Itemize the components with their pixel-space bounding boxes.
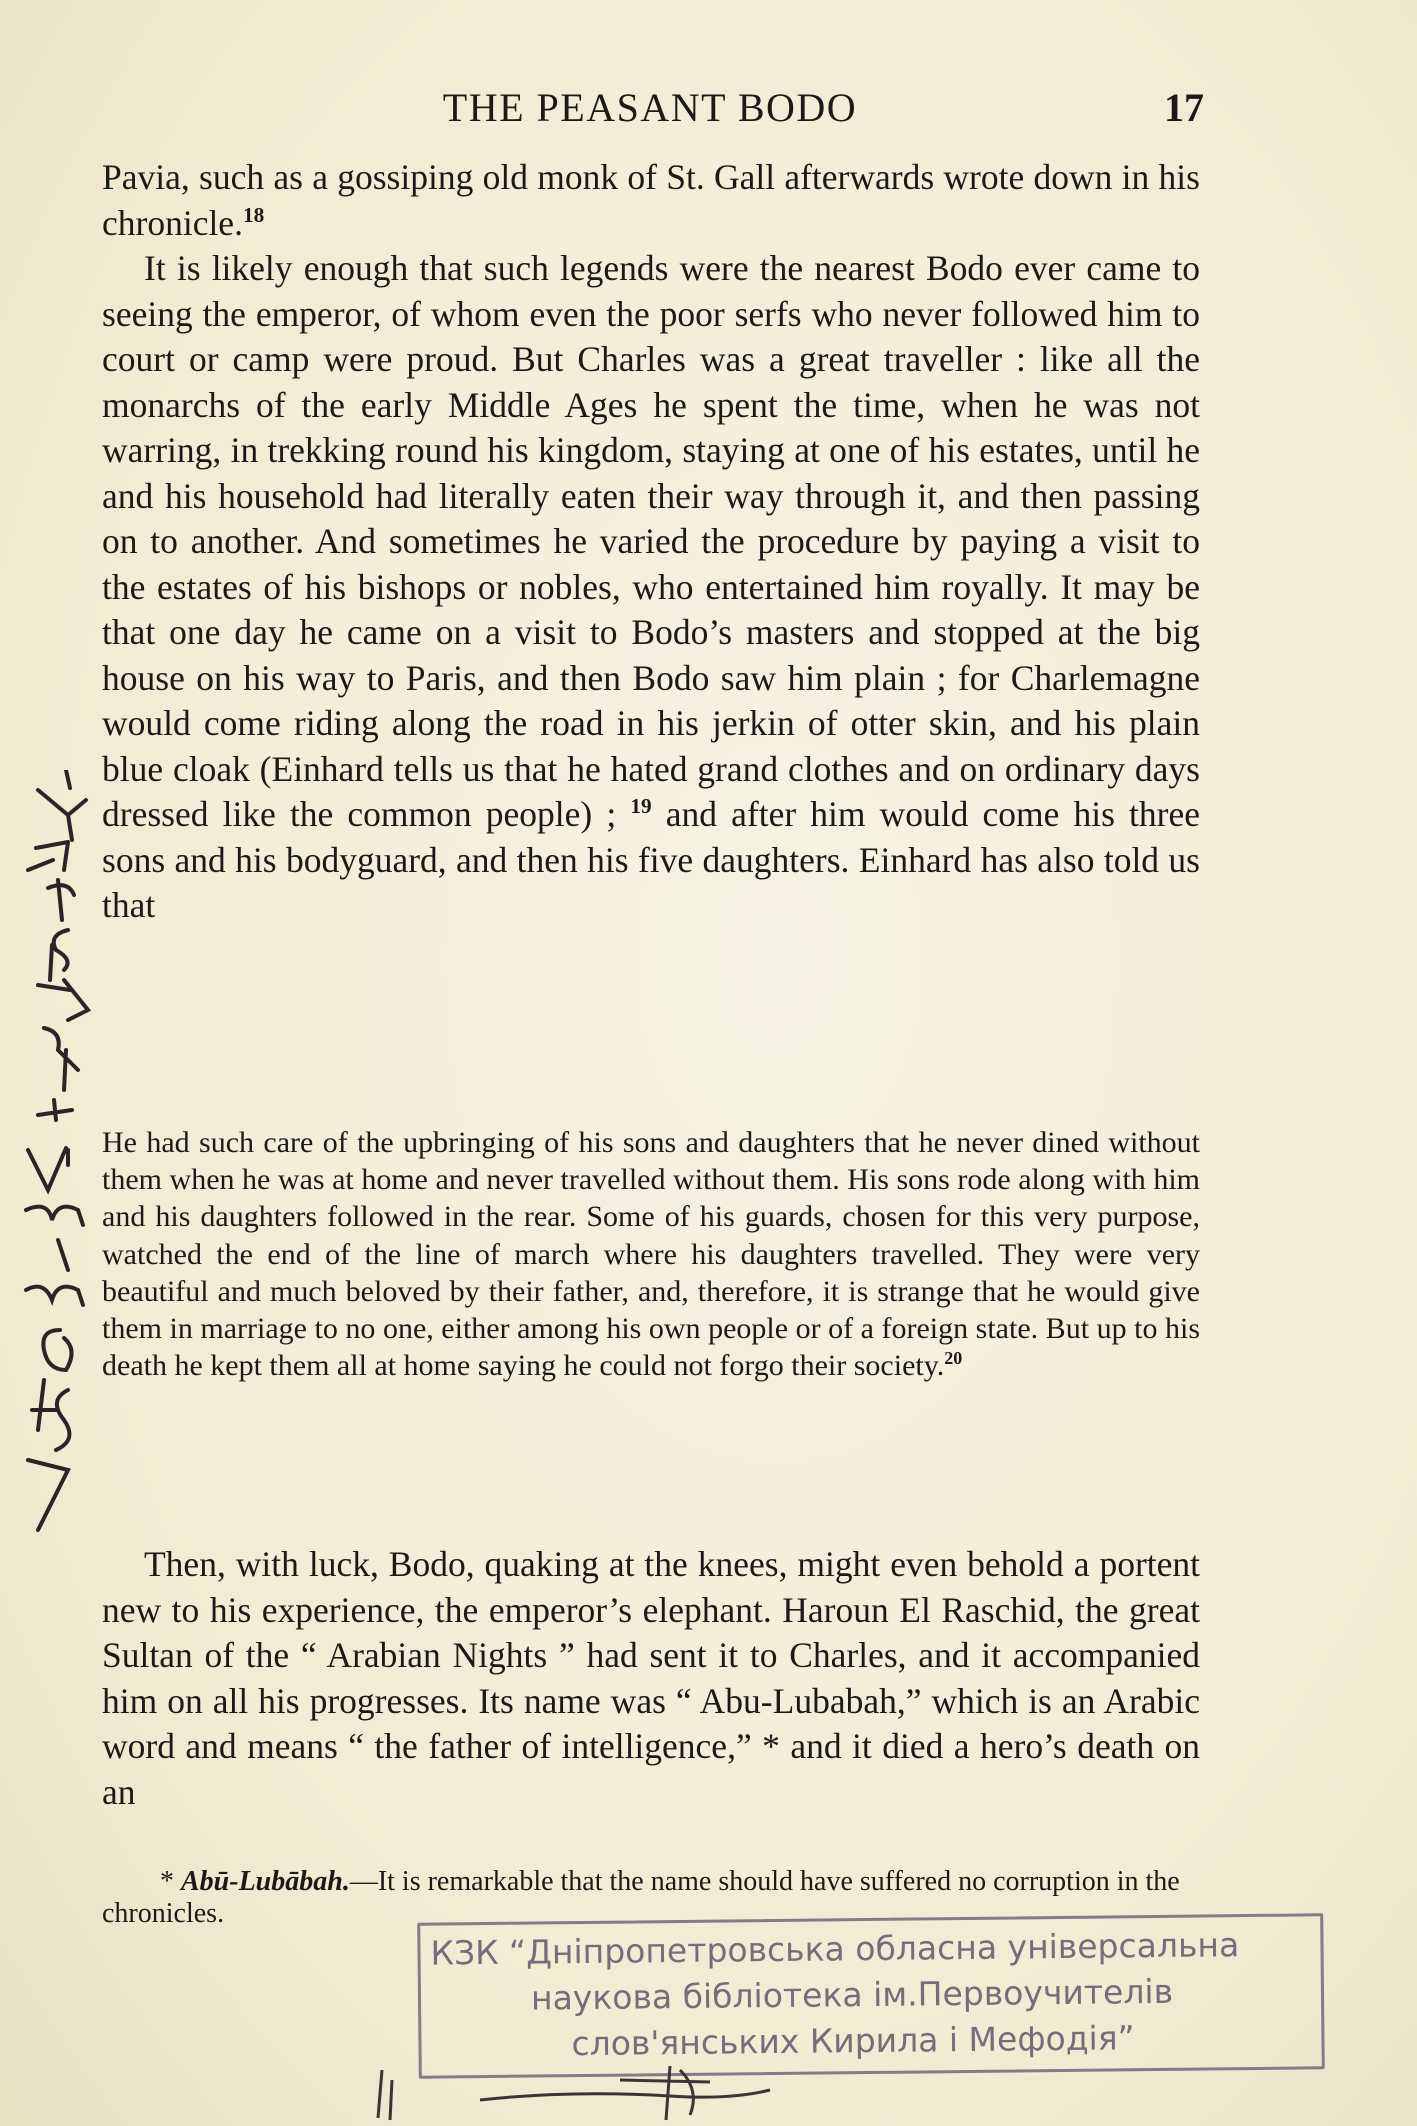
paragraph-text: and it died a hero’s death on an (102, 1726, 1201, 1812)
endnote-ref: 18 (242, 202, 265, 227)
stamp-line-3: слов'янських Кирила і Мефодія” (571, 2018, 1135, 2064)
paragraph-elephant (102, 1542, 1200, 1815)
footnote-title: Abū-Lubābah. (181, 1866, 350, 1897)
block-quote (102, 1124, 1200, 1384)
bottom-ink-marks (370, 2060, 850, 2126)
page-number: 17 (1164, 85, 1204, 130)
page-header (100, 84, 1204, 134)
handwritten-margin-notes (8, 770, 98, 1550)
running-head: THE PEASANT BODO (442, 85, 858, 130)
paragraph-charlemagne-travels (102, 246, 1200, 929)
paragraph-text: Then, with luck, Bodo, quaking at the knees, might even behold a portent new to his experience, the emperor’s elephant. Haroun El Raschid, the great Sultan of the “ Arabian Nights ” had sent it to Charles, and it accompanied him on all his progresses. Its name was “ Abu-Lubabah,” which is an Arabic word and means “ the father of intelligence,” (102, 1544, 1200, 1766)
footnote-text: —It is remarkable that the name should have suffered no corruption in the chronicles. (102, 1866, 1180, 1929)
quote-paragraph (102, 1124, 1200, 1384)
main-text-lower (102, 1542, 1200, 1815)
footnote-marker: * (762, 1726, 780, 1766)
stamp-line-1: КЗК “Дніпропетровська обласна універсальна (430, 1925, 1240, 1973)
paragraph-continued (102, 155, 1200, 246)
endnote-ref: 19 (630, 794, 652, 819)
endnote-ref: 20 (944, 1348, 963, 1369)
paragraph-text: and after him would come his three sons and his bodyguard, and then his five daughters. Einhard has also told us that (102, 794, 1200, 925)
paragraph-text: It is likely enough that such legends were the nearest Bodo ever came to seeing the emperor, of whom even the poor serfs who never followed him to court or camp were proud. But Charles was a great traveller : like all the monarchs of the early Middle Ages he spent the time, when he was not warring, in trekking round his kingdom, staying at one of his estates, until he and his household had literally eaten their way through it, and then passing on to another. And sometimes he varied the procedure by paying a visit to the estates of his bishops or nobles, who entertained him royally. It may be that one day he came on a visit to Bodo’s masters and stopped at the big house on his way to Paris, and then Bodo saw him plain ; for Charlemagne would come riding along the road in his jerkin of otter skin, and his plain blue cloak (Einhard tells us that he hated grand clothes and on ordinary days dressed like the common people) ; (102, 248, 1200, 834)
quote-text: He had such care of the upbringing of his sons and daughters that he never dined without them when he was at home and never travelled without them. His sons rode along with him and his daughters followed in the rear. Some of his guards, chosen for this very purpose, watched the end of the line of march where his daughters travelled. They were very beautiful and much beloved by their father, and, therefore, it is strange that he would give them in marriage to no one, either among his own people or of a foreign state. But up to his death he kept them all at home saying he could not forgo their society. (102, 1126, 1200, 1383)
footnote-marker: * (160, 1866, 174, 1897)
paragraph-text: Pavia, such as a gossiping old monk of St. Gall afterwards wrote down in his chronicle. (102, 157, 1200, 243)
main-text-upper (102, 155, 1200, 929)
stamp-line-2: наукова бібліотека ім.Первоучителів (530, 1971, 1174, 2018)
library-stamp (417, 1913, 1325, 2078)
